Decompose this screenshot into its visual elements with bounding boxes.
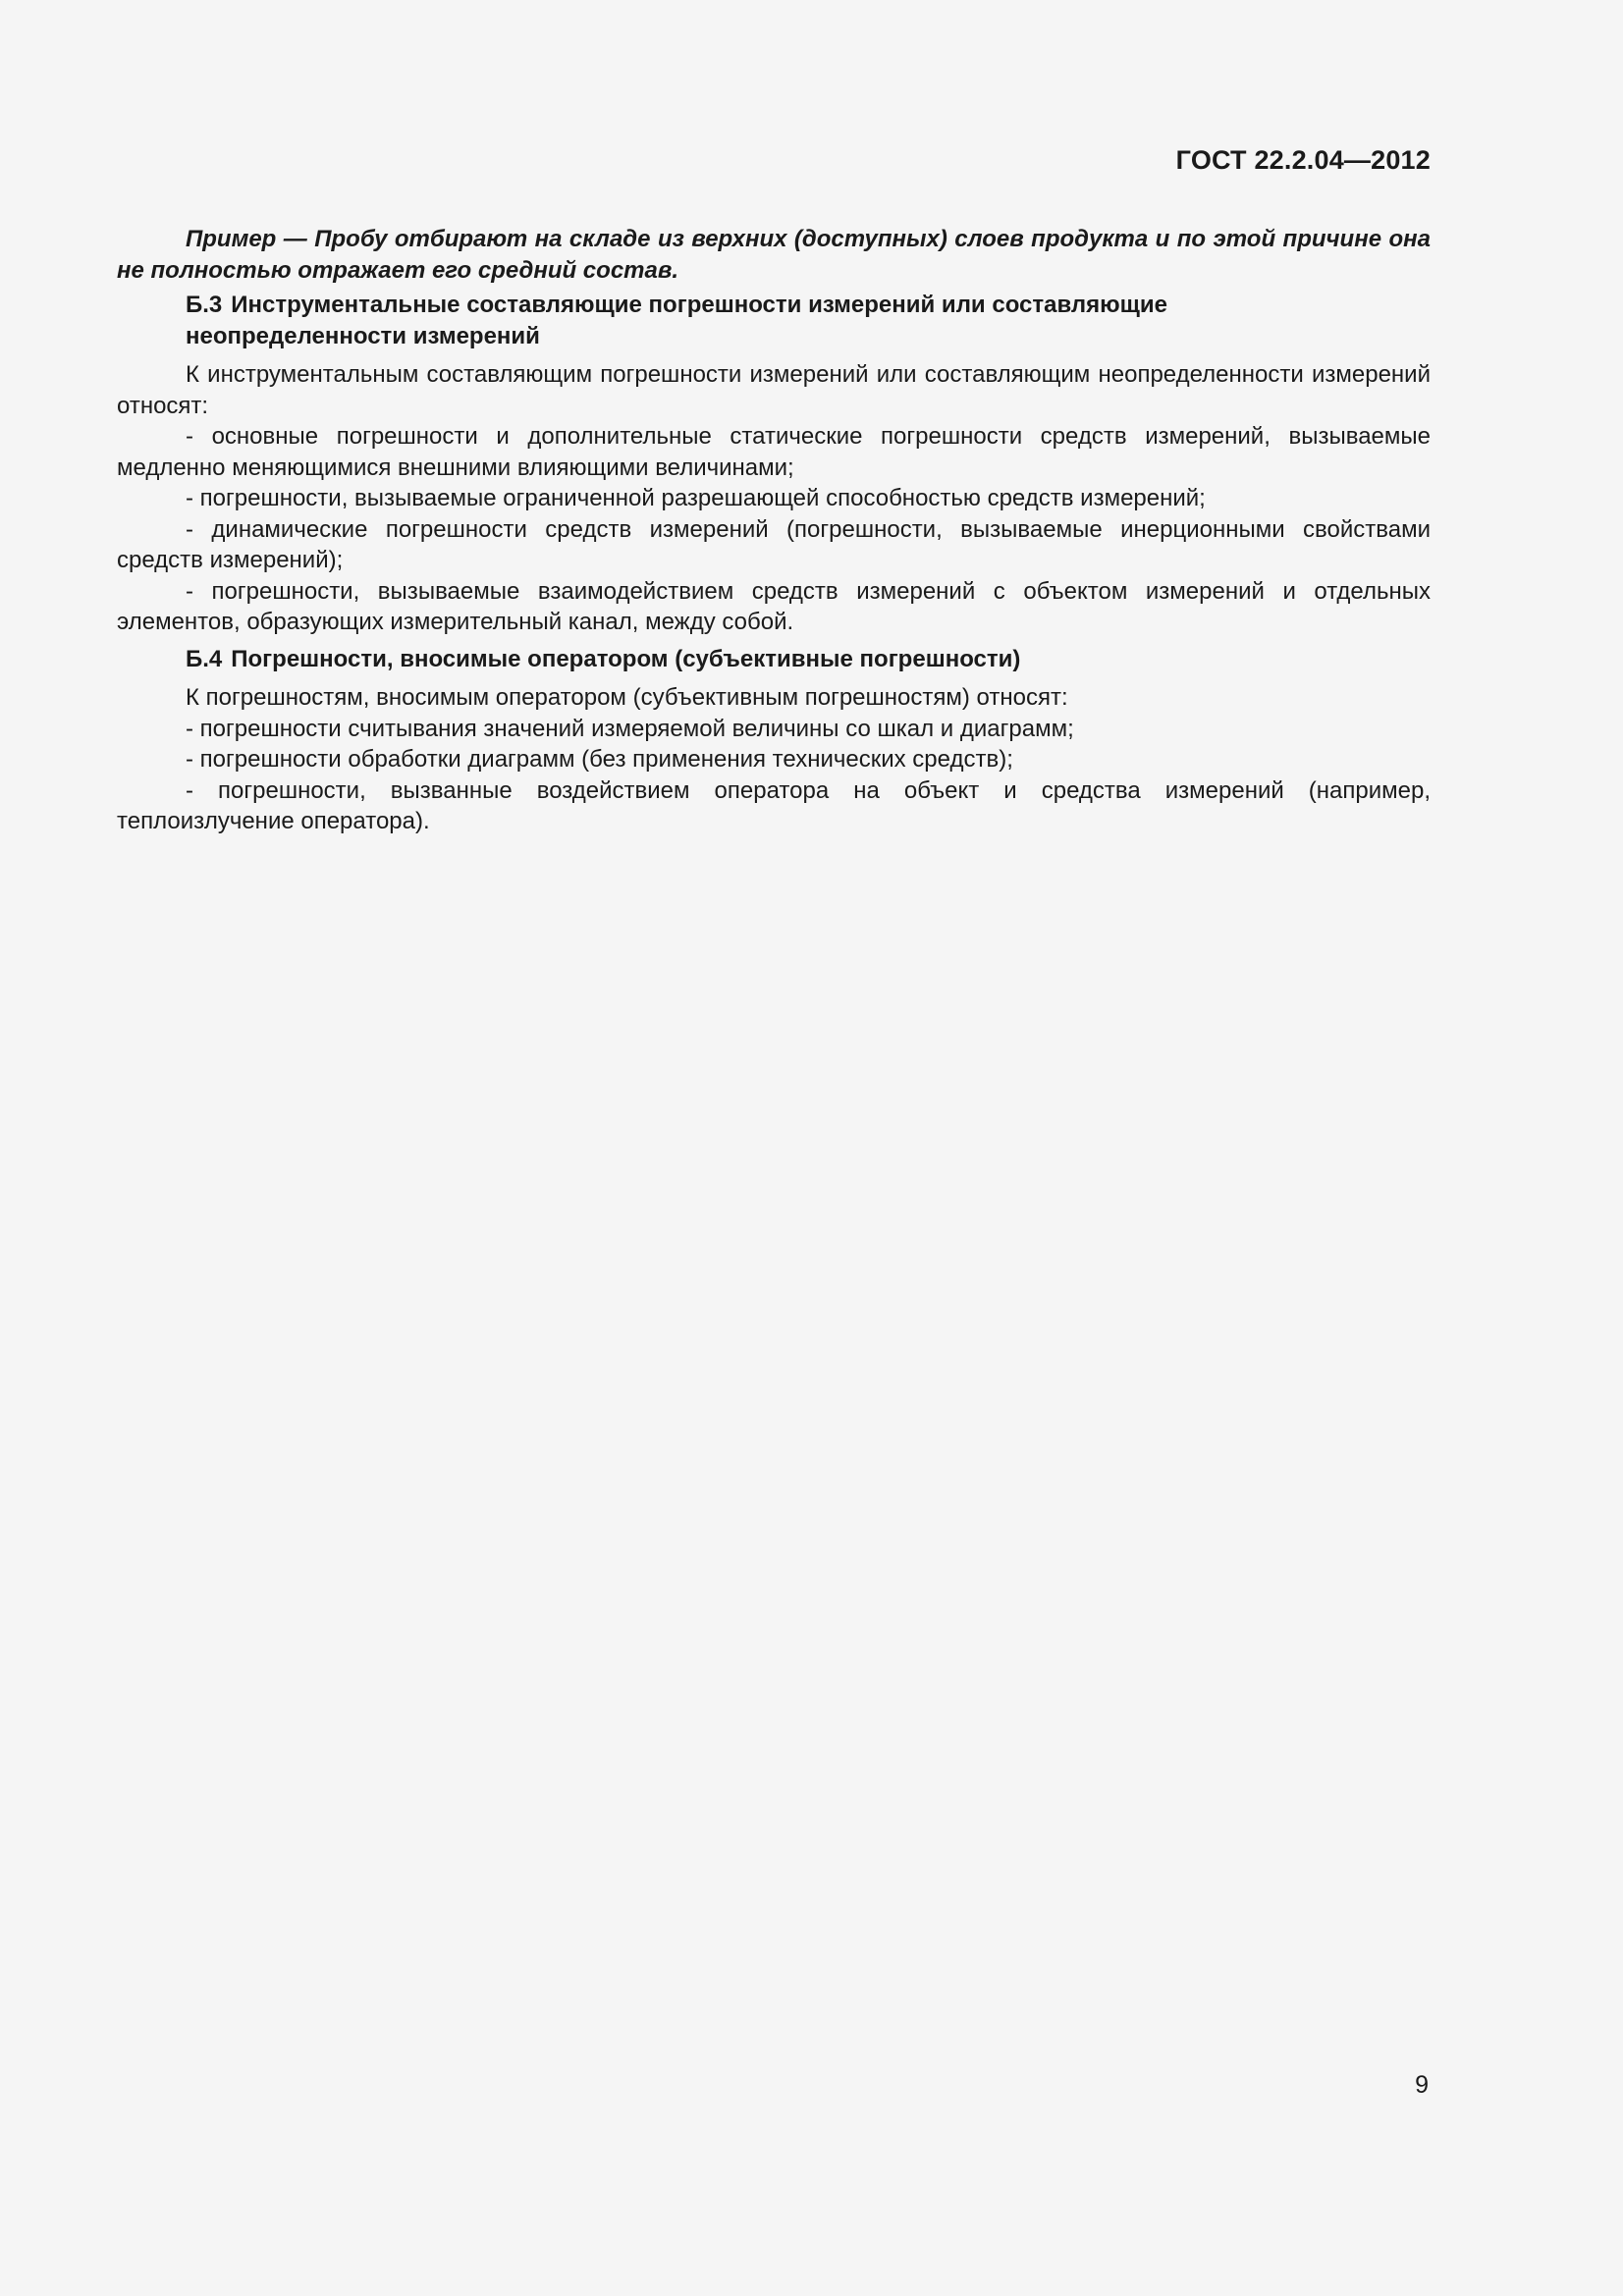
section-b4-intro: К погрешностям, вносимым оператором (субъективным погрешностям) относят: (186, 684, 1068, 711)
section-b3-item: - динамические погрешности средств измерений (погрешности, вызываемые инерционными свойствами средств измерений); (117, 515, 1431, 573)
section-b3-heading (186, 290, 1431, 351)
document-body (117, 224, 1431, 837)
section-b4-heading (186, 644, 1431, 675)
section-b3-number: Б.3 (186, 292, 223, 318)
section-b4-item: - погрешности, вызванные воздействием оператора на объект и средства измерений (например, теплоизлучение оператора). (117, 776, 1431, 834)
section-b3-item: - погрешности, вызываемые ограниченной разрешающей способностью средств измерений; (186, 485, 1206, 511)
section-b3-item: - погрешности, вызываемые взаимодействием средств измерений с объектом измерений и отдельных элементов, образующих измерительный канал, между собой. (117, 577, 1431, 635)
document-code-header: ГОСТ 22.2.04—2012 (1175, 145, 1431, 175)
section-b4-item: - погрешности считывания значений измеряемой величины со шкал и диаграмм; (186, 715, 1074, 742)
section-b4-title: Погрешности, вносимые оператором (субъективные погрешности) (231, 645, 1021, 672)
page-number: 9 (1415, 2071, 1429, 2099)
section-b4-number: Б.4 (186, 645, 223, 672)
section-b3-item: - основные погрешности и дополнительные статические погрешности средств измерений, вызываемые медленно меняющимися внешними влияющими величинами; (117, 423, 1431, 481)
section-b3-intro: К инструментальным составляющим погрешности измерений или составляющим неопределенности измерений относят: (117, 361, 1431, 419)
section-b3-title-line1: Инструментальные составляющие погрешности измерений или составляющие (231, 292, 1168, 318)
section-b4-item: - погрешности обработки диаграмм (без применения технических средств); (186, 746, 1013, 773)
example-paragraph: Пример — Пробу отбирают на складе из верхних (доступных) слоев продукта и по этой причине она не полностью отражает его средний состав. (117, 226, 1431, 284)
section-b3-title-line2: неопределенности измерений (186, 322, 540, 349)
